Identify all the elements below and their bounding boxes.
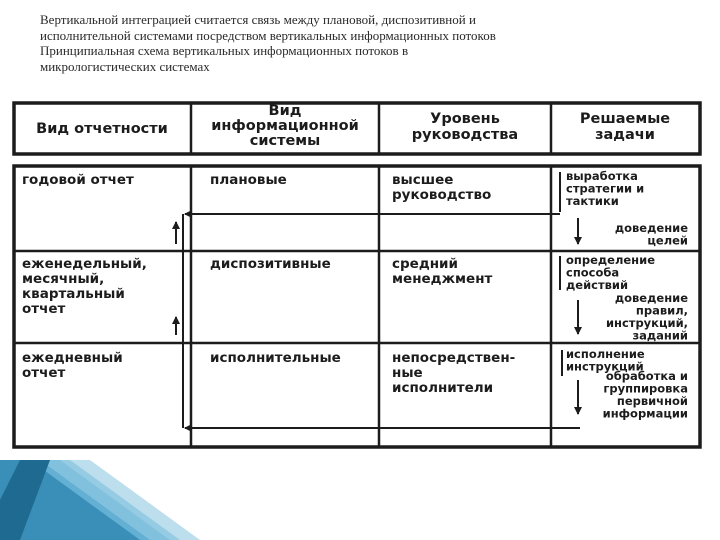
system-type-cell: плановые [210, 172, 287, 188]
management-level-cell: средний менеджмент [392, 256, 493, 287]
intro-line: исполнительной системами посредством вертикальных информационных потоков [40, 27, 496, 43]
header-labels [36, 103, 670, 149]
header-tasks: Решаемые задачи [579, 111, 671, 143]
subtask-cell: доведение правил, инструкций, заданий [605, 291, 688, 343]
body-labels [22, 169, 688, 421]
slide-corner-decoration [0, 460, 720, 540]
report-type-cell: годовой отчет [22, 172, 134, 188]
task-cell: определение способа действий [566, 253, 655, 292]
header-system-type: Вид информационной системы [211, 103, 359, 149]
report-type-cell: еженедельный, месячный, квартальный отчет [22, 256, 147, 317]
subtask-cell: обработка и группировка первичной информации [602, 369, 688, 421]
intro-line: Вертикальной интеграцией считается связь между плановой, диспозитивной и [40, 12, 476, 27]
system-type-cell: исполнительные [210, 350, 341, 366]
body-table [14, 166, 700, 447]
system-type-cell: диспозитивные [210, 256, 331, 272]
management-level-cell: высшее руководство [392, 172, 492, 203]
header-management-level: Уровень руководства [411, 111, 519, 143]
subtask-cell: доведение целей [614, 221, 688, 248]
report-type-cell: ежедневный отчет [22, 350, 123, 381]
task-cell: выработка стратегии и тактики [566, 169, 645, 208]
intro-line: микрологистических системах [40, 58, 210, 74]
task-cell: исполнение инструкций [566, 347, 645, 374]
intro-line: Принципиальная схема вертикальных информационных потоков в [40, 43, 409, 58]
management-level-cell: непосредствен-ные исполнители [392, 350, 516, 396]
header-report-type: Вид отчетности [36, 121, 168, 137]
